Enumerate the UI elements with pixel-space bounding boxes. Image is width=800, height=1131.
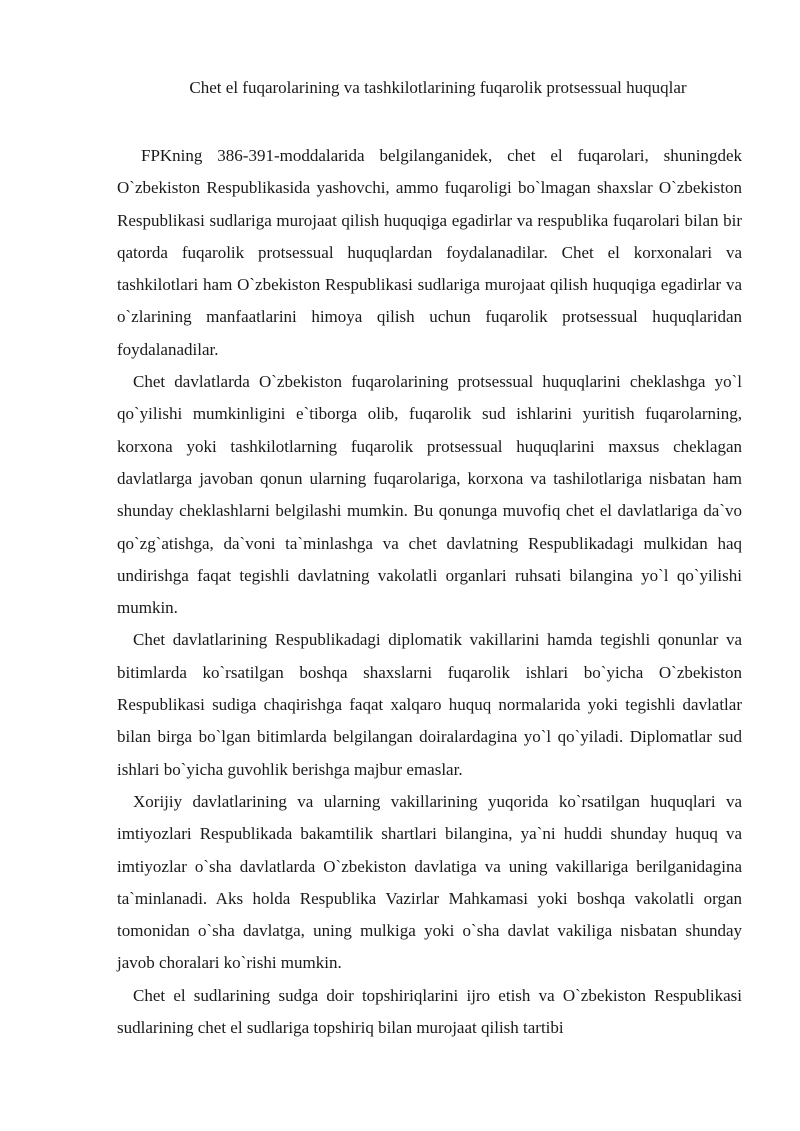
document-body <box>117 140 742 1044</box>
paragraph: FPKning 386-391-moddalarida belgilanganidek, chet el fuqarolari, shuningdek O`zbekiston Respublikasida yashovchi, ammo fuqaroligi bo`lmagan shaxslar O`zbekiston Respublikasi sudlariga murojaat qilish huquqiga egadirlar va respublika fuqarolari bilan bir qatorda fuqarolik protsessual huquqlardan foydalanadilar. Chet el korxonalari va tashkilotlari ham O`zbekiston Respublikasi sudlariga murojaat qilish huquqiga egadirlar va o`zlarining manfaatlarini himoya qilish uchun fuqarolik protsessual huquqlaridan foydalanadilar. <box>117 146 742 359</box>
paragraph: Chet davlatlarining Respublikadagi diplomatik vakillarini hamda tegishli qonunlar va bitimlarda ko`rsatilgan boshqa shaxslarni fuqarolik ishlari bo`yicha O`zbekiston Respublikasi sudiga chaqirishga faqat xalqaro huquq normalarida yoki tegishli davlatlar bilan birga bo`lgan bitimlarda belgilangan doiralardagina yo`l qo`yiladi. Diplomatlar sud ishlari bo`yicha guvohlik berishga majbur emaslar. <box>117 630 742 779</box>
paragraph: Chet el sudlarining sudga doir topshiriqlarini ijro etish va O`zbekiston Respublikasi sudlarining chet el sudlariga topshiriq bilan murojaat qilish tartibi <box>117 985 742 1038</box>
paragraph: Chet davlatlarda O`zbekiston fuqarolarining protsessual huquqlarini cheklashga yo`l qo`yilishi mumkinligini e`tiborga olib, fuqarolik sud ishlarini yuritish fuqarolarning, korxona yoki tashkilotlarning fuqarolik protsessual huquqlarini maxsus cheklagan davlatlarga javoban qonun ularning fuqarolariga, korxona va tashilotlariga nisbatan ham shunday cheklashlarni belgilashi mumkin. Bu qonunga muvofiq chet el davlatlariga da`vo qo`zg`atishga, da`voni ta`minlashga va chet davlatning Respublikadagi mulkidan haq undirishga faqat tegishli davlatning vakolatli organlari ruhsati bilangina yo`l qo`yilishi mumkin. <box>117 372 742 618</box>
page-title: Chet el fuqarolarining va tashkilotlarining fuqarolik protsessual huquqlar <box>189 78 687 97</box>
paragraph: Xorijiy davlatlarining va ularning vakillarining yuqorida ko`rsatilgan huquqlari va imtiyozlari Respublikada bakamtilik shartlari bilangina, ya`ni huddi shunday huquq va imtiyozlar o`sha davlatlarda O`zbekiston davlatiga va uning vakillariga berilganidagina ta`minlanadi. Aks holda Respublika Vazirlar Mahkamasi yoki boshqa vakolatli organ tomonidan o`sha davlatga, uning mulkiga yoki o`sha davlat vakiliga nisbatan shunday javob choralari ko`rishi mumkin. <box>117 791 742 973</box>
